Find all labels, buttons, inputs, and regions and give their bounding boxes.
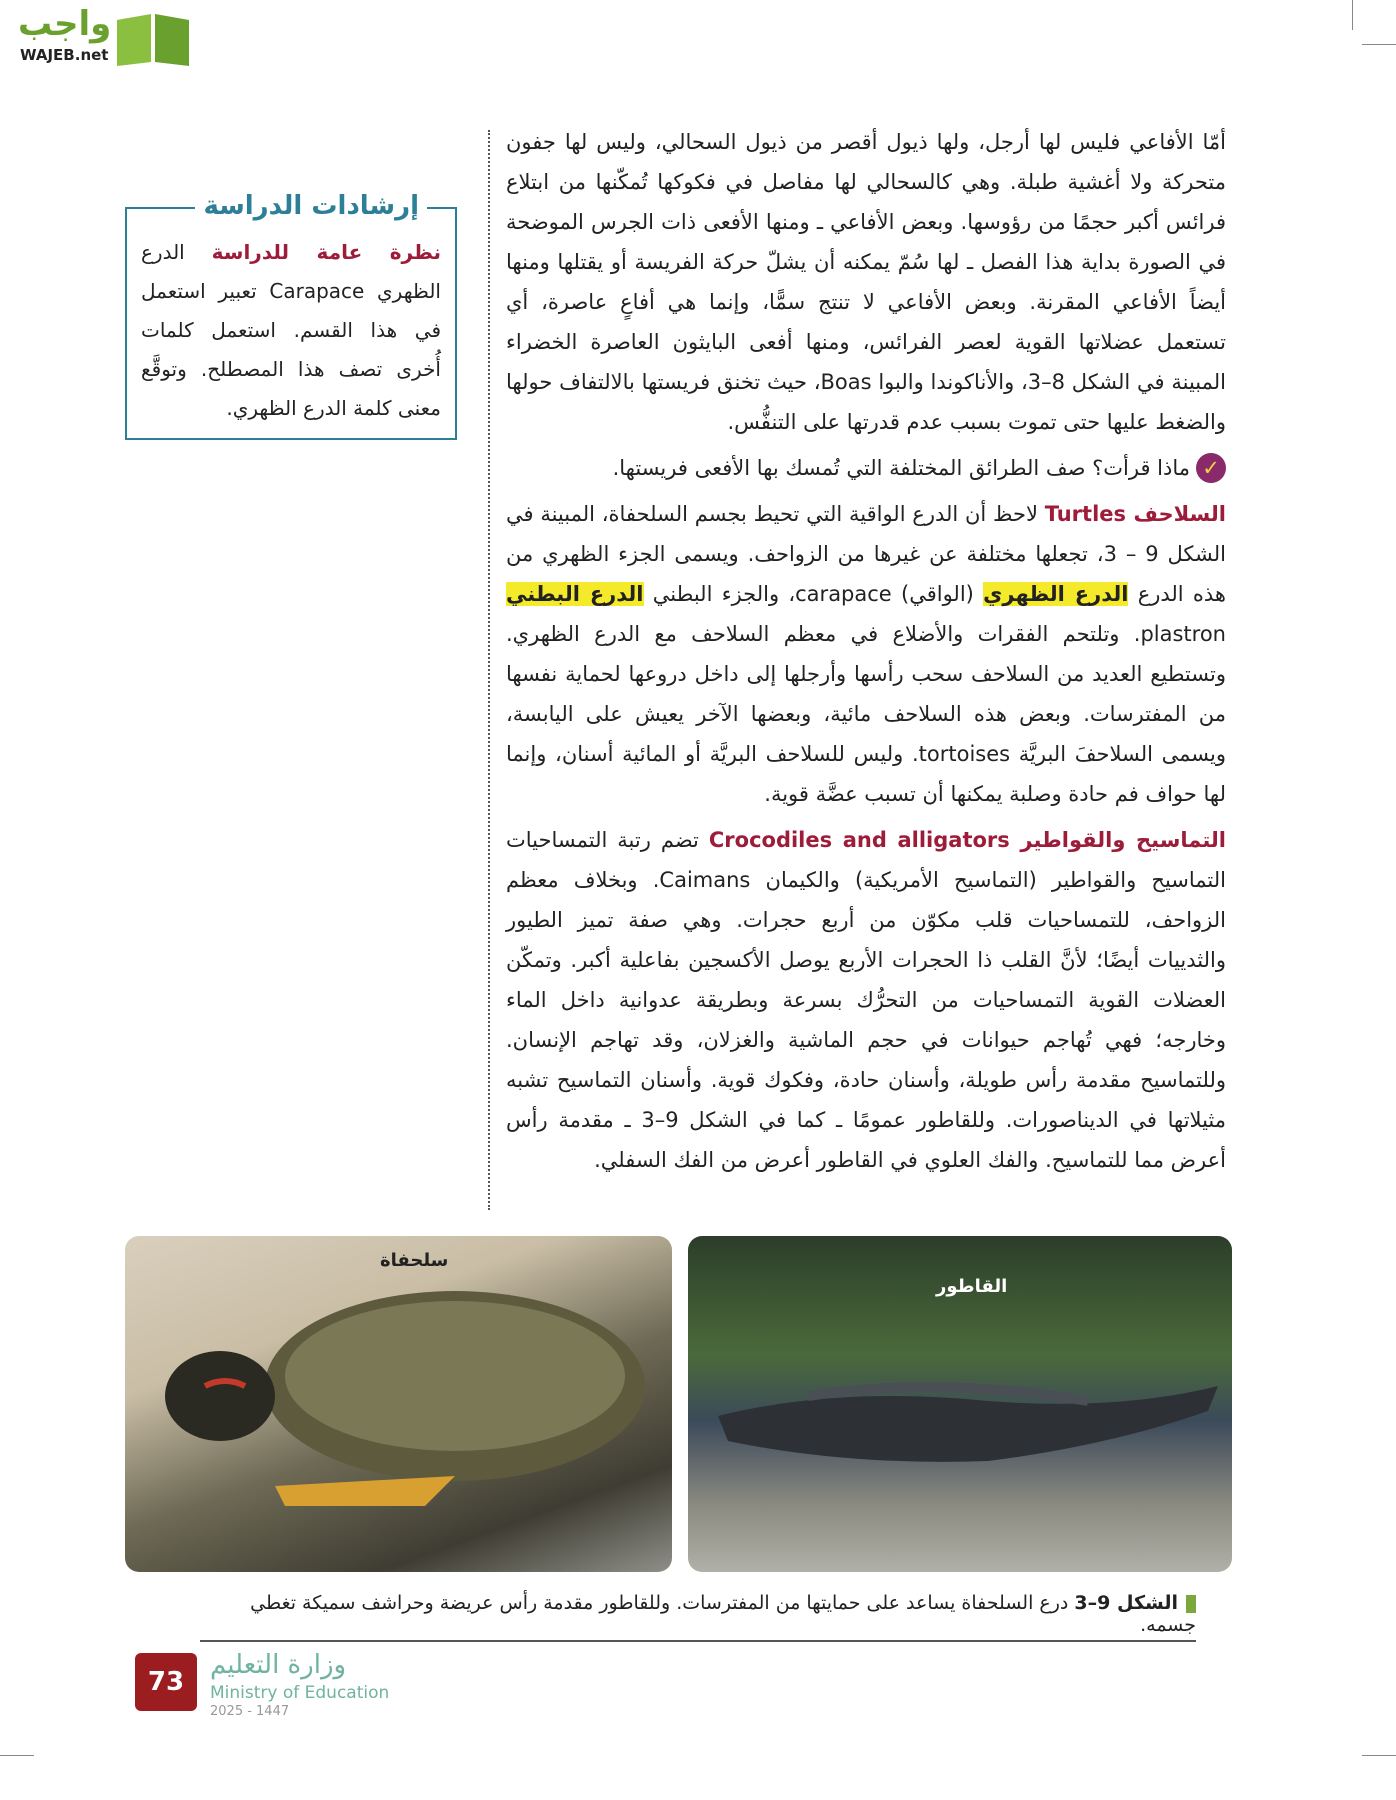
- checkmark-icon: ✓: [1196, 453, 1226, 483]
- main-text: [506, 122, 1226, 1186]
- paragraph-crocodiles: [506, 820, 1226, 1180]
- column-divider: [488, 130, 490, 1210]
- crocodiles-heading: التماسيح والقواطير Crocodiles and alligators: [708, 828, 1227, 852]
- logo-latin: WAJEB.net: [20, 46, 109, 64]
- turtles-heading: السلاحف Turtles: [1044, 502, 1226, 526]
- alligator-label: القاطور: [936, 1276, 1008, 1297]
- ministry-arabic: وزارة التعليم: [210, 1650, 347, 1680]
- ministry-english: Ministry of Education: [210, 1683, 390, 1703]
- term-plastron: الدرع البطني: [506, 582, 644, 606]
- crop-mark: [1352, 0, 1353, 30]
- study-tips-box: [125, 191, 457, 440]
- caption-text: درع السلحفاة يساعد على حمايتها من المفترسات. وللقاطور مقدمة رأس عريضة وحراشف سميكة تغطي جسمه.: [250, 1592, 1196, 1636]
- wajeb-logo[interactable]: [8, 4, 193, 68]
- crocodiles-text: تضم رتبة التمساحيات التماسيح والقواطير (التماسيح الأمريكية) والكيمان Caimans. وبخلاف معظم الزواحف، للتمساحيات قلب مكوّن من أربع حجرات. وهي صفة تميز الطيور والثدييات أيضًا؛ لأنَّ القلب ذا الحجرات الأربع يوصل الأكسجين بفاعلية أكبر. وتمكّن العضلات القوية التمساحيات من التحرُّك بسرعة وبطريقة عدوانية داخل الماء وخارجه؛ فهي تُهاجم حيوانات في حجم الماشية والغزلان، وقد تهاجم الإنسان. وللتماسيح مقدمة رأس طويلة، وأسنان حادة، وفكوك قوية. وأسنان التماسيح تشبه مثيلاتها في الديناصورات. وللقاطور عمومًا ـ كما في الشكل 9–3 ـ مقدمة رأس أعرض مما للتماسيح. والفك العلوي في القاطور أعرض من الفك السفلي.: [506, 828, 1227, 1172]
- term-carapace: الدرع الظهري: [983, 582, 1129, 606]
- logo-arabic: واجب: [18, 4, 112, 44]
- turtles-text: لاحظ أن الدرع الواقية التي تحيط بجسم السلحفاة، المبينة في الشكل 9 – 3، تجعلها مختلفة عن غيرها من الزواحف. ويسمى الجزء الظهري من هذه الدرع: [506, 502, 1227, 606]
- page-number: 73: [135, 1653, 197, 1711]
- crop-mark: [1362, 1755, 1396, 1756]
- year: 2025 - 1447: [210, 1704, 290, 1719]
- turtle-illustration: [125, 1236, 672, 1572]
- caption-figure-number: الشكل 9–3: [1074, 1592, 1178, 1614]
- turtle-photo: [125, 1236, 672, 1572]
- ministry-logo: [210, 1650, 389, 1720]
- caption-marker: [1186, 1595, 1196, 1613]
- study-tips-body: الدرع الظهري Carapace تعبير استعمل في هذا القسم. استعمل كلمات أُخرى تصف هذا المصطلح. وتوقَّع معنى كلمة الدرع الظهري.: [141, 240, 441, 420]
- reading-check: [506, 448, 1226, 488]
- crop-mark: [1362, 44, 1396, 45]
- figure-caption: [200, 1592, 1196, 1642]
- reading-check-text: ماذا قرأت؟ صف الطرائق المختلفة التي تُمسك بها الأفعى فريستها.: [612, 456, 1190, 480]
- turtles-text: plastron. وتلتحم الفقرات والأضلاع في معظم السلاحف مع الدرع الظهري. وتستطيع العديد من السلاحف سحب رأسها وأرجلها إلى داخل دروعها لحماية نفسها من المفترسات. وبعض هذه السلاحف مائية، وبعضها الآخر يعيش على اليابسة، ويسمى السلاحفَ البريَّة tortoises. وليس للسلاحف البريَّة أو المائية أسنان، وإنما لها حواف فم حادة وصلبة يمكنها أن تسبب عضَّة قوية.: [506, 622, 1226, 806]
- crop-mark: [0, 1755, 34, 1756]
- paragraph-turtles: [506, 494, 1226, 814]
- turtle-label: سلحفاة: [380, 1250, 449, 1271]
- paragraph-snakes: أمّا الأفاعي فليس لها أرجل، ولها ذيول أقصر من ذيول السحالي، وليس لها جفون متحركة ولا أغشية طبلة. وهي كالسحالي لها مفاصل في فكوكها تُمكّنها من ابتلاع فرائس أكبر حجمًا من رؤوسها. وبعض الأفاعي ـ ومنها الأفعى ذات الجرس الموضحة في الصورة بداية هذا الفصل ـ لها سُمّ يمكنه أن يشلّ حركة الفريسة أو يقتلها ومنها أيضاً الأفاعي المقرنة. وبعض الأفاعي لا تنتج سمًّا، وإنما هي أفاعٍ عاصرة، أي تستعمل عضلاتها القوية لعصر الفرائس، ومنها أفعى البايثون العاصرة الخضراء المبينة في الشكل 8–3، والأناكوندا والبوا Boas، حيث تخنق فريستها بالالتفاف حولها والضغط عليها حتى تموت بسبب عدم قدرتها على التنفُّس.: [506, 130, 1226, 434]
- alligator-photo: [688, 1236, 1232, 1572]
- study-tips-title: إرشادات الدراسة: [195, 189, 427, 223]
- study-tips-heading: نظرة عامة للدراسة: [211, 240, 441, 264]
- book-icon: [113, 10, 193, 66]
- turtles-text: (الواقي) carapace، والجزء البطني: [652, 582, 974, 606]
